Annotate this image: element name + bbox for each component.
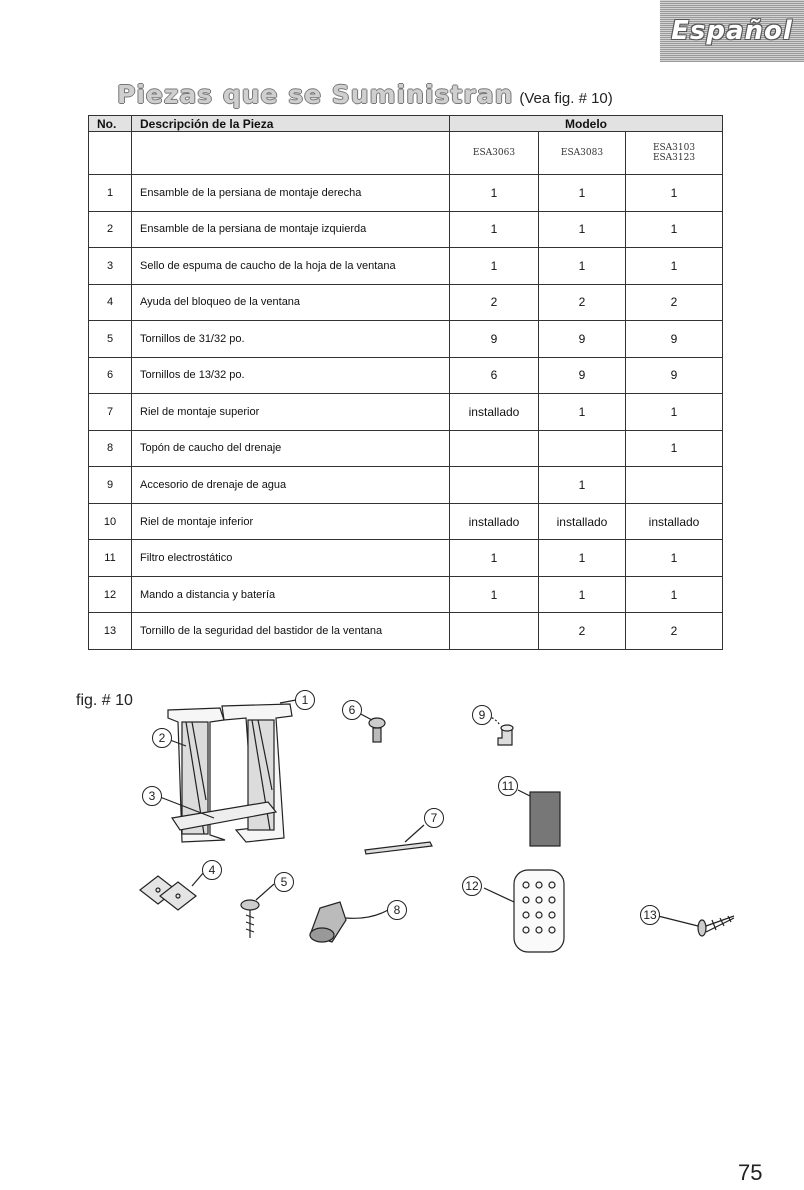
row-number: 5 [89, 321, 132, 358]
callout-5: 5 [274, 872, 294, 892]
row-description: Ayuda del bloqueo de la ventana [132, 284, 450, 321]
window-lock-pair [140, 876, 196, 910]
row-number: 7 [89, 394, 132, 431]
row-qty-esa3063: 1 [450, 248, 539, 285]
model-code: ESA3123 [652, 153, 696, 163]
header-description: Descripción de la Pieza [132, 116, 450, 132]
row-qty-esa3083: 1 [539, 175, 626, 212]
row-description: Riel de montaje inferior [132, 503, 450, 540]
row-qty-esa3083: 1 [539, 394, 626, 431]
frame-security-screw [698, 916, 734, 936]
callout-4: 4 [202, 860, 222, 880]
row-description: Ensamble de la persiana de montaje derecha [132, 175, 450, 212]
callout-2: 2 [152, 728, 172, 748]
row-qty-esa3103-3123: 1 [626, 175, 723, 212]
row-qty-esa3063: 9 [450, 321, 539, 358]
row-qty-esa3083: 1 [539, 576, 626, 613]
row-number: 11 [89, 540, 132, 577]
callout-7: 7 [424, 808, 444, 828]
row-number: 2 [89, 211, 132, 248]
row-number: 8 [89, 430, 132, 467]
row-description: Filtro electrostático [132, 540, 450, 577]
row-description: Accesorio de drenaje de agua [132, 467, 450, 504]
row-qty-esa3103-3123: 1 [626, 430, 723, 467]
row-qty-esa3083: installado [539, 503, 626, 540]
row-qty-esa3083: 1 [539, 540, 626, 577]
row-description: Tornillos de 31/32 po. [132, 321, 450, 358]
callout-1: 1 [295, 690, 315, 710]
callout-12: 12 [462, 876, 482, 896]
header-no: No. [89, 116, 132, 132]
row-qty-esa3103-3123: 2 [626, 284, 723, 321]
row-qty-esa3063: installado [450, 394, 539, 431]
drain-elbow [498, 725, 513, 745]
row-qty-esa3103-3123: 1 [626, 211, 723, 248]
model-code: ESA3063 [450, 132, 539, 175]
top-rail [365, 842, 432, 854]
row-number: 4 [89, 284, 132, 321]
screw-31-32 [241, 900, 259, 938]
row-description: Tornillo de la seguridad del bastidor de la ventana [132, 613, 450, 650]
row-number: 13 [89, 613, 132, 650]
row-qty-esa3063: 2 [450, 284, 539, 321]
row-description: Topón de caucho del drenaje [132, 430, 450, 467]
row-qty-esa3103-3123: 9 [626, 357, 723, 394]
row-number: 1 [89, 175, 132, 212]
callout-13: 13 [640, 905, 660, 925]
screw-13-32 [369, 718, 385, 742]
row-qty-esa3063: 1 [450, 540, 539, 577]
row-number: 9 [89, 467, 132, 504]
model-code: ESA3083 [539, 132, 626, 175]
row-number: 3 [89, 248, 132, 285]
row-qty-esa3103-3123: 1 [626, 540, 723, 577]
rubber-stopper [310, 902, 346, 942]
title-main: Piezas que se Suministran [117, 80, 514, 109]
electrostatic-filter [530, 792, 560, 846]
row-qty-esa3083: 1 [539, 211, 626, 248]
row-description: Mando a distancia y batería [132, 576, 450, 613]
row-qty-esa3063: 1 [450, 211, 539, 248]
row-description: Ensamble de la persiana de montaje izquierda [132, 211, 450, 248]
row-number: 6 [89, 357, 132, 394]
row-qty-esa3103-3123: 1 [626, 394, 723, 431]
row-qty-esa3083: 2 [539, 613, 626, 650]
row-qty-esa3083: 9 [539, 357, 626, 394]
callout-3: 3 [142, 786, 162, 806]
title-ref: (Vea fig. # 10) [519, 90, 613, 107]
row-qty-esa3063: 1 [450, 576, 539, 613]
header-model: Modelo [450, 116, 723, 132]
row-qty-esa3083: 2 [539, 284, 626, 321]
row-qty-esa3083: 1 [539, 248, 626, 285]
row-qty-esa3083: 1 [539, 467, 626, 504]
row-qty-esa3063: installado [450, 503, 539, 540]
row-qty-esa3083: 9 [539, 321, 626, 358]
remote-control [514, 870, 564, 952]
language-label: Español [671, 16, 793, 46]
curtain-assembly-right [222, 704, 292, 842]
row-description: Sello de espuma de caucho de la hoja de la ventana [132, 248, 450, 285]
row-qty-esa3103-3123: 1 [626, 248, 723, 285]
page-number: 75 [738, 1160, 763, 1185]
row-qty-esa3103-3123: installado [626, 503, 723, 540]
callout-11: 11 [498, 776, 518, 796]
row-number: 10 [89, 503, 132, 540]
row-qty-esa3103-3123: 1 [626, 576, 723, 613]
callout-9: 9 [472, 705, 492, 725]
model-code: ESA3103 [652, 143, 696, 153]
row-number: 12 [89, 576, 132, 613]
row-qty-esa3103-3123: 2 [626, 613, 723, 650]
callout-8: 8 [387, 900, 407, 920]
row-description: Riel de montaje superior [132, 394, 450, 431]
row-description: Tornillos de 13/32 po. [132, 357, 450, 394]
callout-6: 6 [342, 700, 362, 720]
row-qty-esa3063: 1 [450, 175, 539, 212]
row-qty-esa3063: 6 [450, 357, 539, 394]
figure-label: fig. # 10 [76, 692, 133, 709]
row-qty-esa3103-3123: 9 [626, 321, 723, 358]
